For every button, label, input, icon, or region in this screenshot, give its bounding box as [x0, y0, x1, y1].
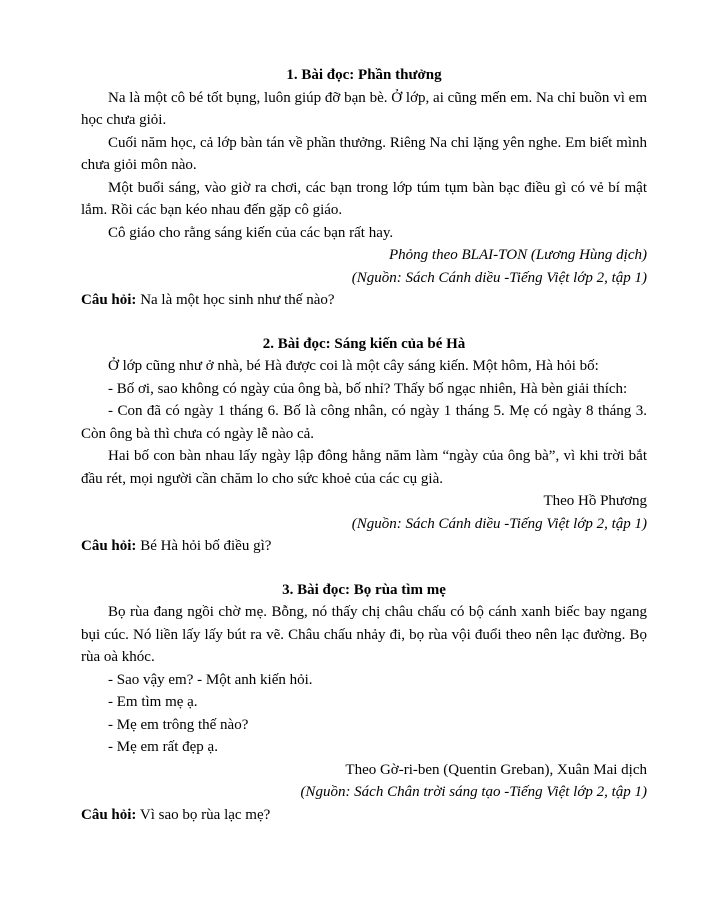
question [81, 289, 647, 312]
dialogue-line: - Mẹ em rất đẹp ạ. [108, 739, 218, 755]
paragraph: Hai bố con bàn nhau lấy ngày lập đông hằng năm làm “ngày của ông bà”, vì khi trời bắt đầu rét, mọi người cần chăm lo cho sức khoẻ của các cụ già. [81, 448, 647, 487]
paragraph: Na là một cô bé tốt bụng, luôn giúp đỡ bạn bè. Ở lớp, ai cũng mến em. Na chỉ buồn vì em học chưa giỏi. [81, 89, 647, 128]
attribution: Theo Hồ Phương [543, 493, 647, 509]
reading-section-1 [81, 64, 647, 312]
paragraph: Một buổi sáng, vào giờ ra chơi, các bạn trong lớp túm tụm bàn bạc điều gì có vẻ bí mật lắm. Rồi các bạn kéo nhau đến gặp cô giáo. [81, 179, 647, 218]
source-citation: (Nguồn: Sách Cánh diều -Tiếng Việt lớp 2, tập 1) [351, 515, 647, 532]
dialogue-line: - Em tìm mẹ ạ. [108, 694, 198, 710]
attribution: Theo Gờ-ri-ben (Quentin Greban), Xuân Mai dịch [345, 761, 647, 778]
reading-section-2 [81, 333, 647, 558]
question-label: Câu hỏi: [81, 538, 137, 554]
question-text: Vì sao bọ rùa lạc mẹ? [136, 806, 271, 823]
question-text: Na là một học sinh như thế nào? [136, 292, 335, 308]
section-title: 3. Bài đọc: Bọ rùa tìm mẹ [282, 581, 446, 598]
paragraph: Ở lớp cũng như ở nhà, bé Hà được coi là một cây sáng kiến. Một hôm, Hà hỏi bố: [108, 358, 599, 374]
question [81, 804, 647, 827]
attribution: Phỏng theo BLAI-TON (Lương Hùng dịch) [389, 247, 647, 263]
question-text: Bé Hà hỏi bố điều gì? [136, 538, 272, 554]
paragraph: Cô giáo cho rằng sáng kiến của các bạn rất hay. [108, 224, 394, 241]
reading-section-3 [81, 579, 647, 827]
question [81, 535, 647, 558]
section-title: 2. Bài đọc: Sáng kiến của bé Hà [262, 335, 466, 352]
paragraph: Cuối năm học, cả lớp bàn tán về phần thưởng. Riêng Na chỉ lặng yên nghe. Em biết mình chưa giỏi môn nào. [81, 134, 647, 173]
dialogue-paragraph: - Bố ơi, sao không có ngày của ông bà, bố nhỉ? Thấy bố ngạc nhiên, Hà bèn giải thích: [108, 380, 628, 397]
dialogue-line: - Mẹ em trông thế nào? [108, 716, 249, 733]
section-title: 1. Bài đọc: Phần thưởng [286, 67, 442, 83]
source-citation: (Nguồn: Sách Cánh diều -Tiếng Việt lớp 2, tập 1) [351, 269, 647, 286]
question-label: Câu hỏi: [81, 292, 137, 308]
dialogue-paragraph: - Con đã có ngày 1 tháng 6. Bố là công nhân, có ngày 1 tháng 5. Mẹ có ngày 8 tháng 3. Còn ông bà thì chưa có ngày lễ nào cả. [81, 403, 647, 442]
dialogue-line: - Sao vậy em? - Một anh kiến hỏi. [108, 671, 313, 688]
source-citation: (Nguồn: Sách Chân trời sáng tạo -Tiếng Việt lớp 2, tập 1) [300, 784, 647, 800]
paragraph: Bọ rùa đang ngồi chờ mẹ. Bỗng, nó thấy chị châu chấu có bộ cánh xanh biếc bay ngang bụi cúc. Nó liền lấy lấy bút ra vẽ. Châu chấu nhảy đi, bọ rùa vội đuổi theo nên lạc đường. Bọ rùa oà khóc. [81, 604, 647, 665]
question-label: Câu hỏi: [81, 806, 137, 823]
